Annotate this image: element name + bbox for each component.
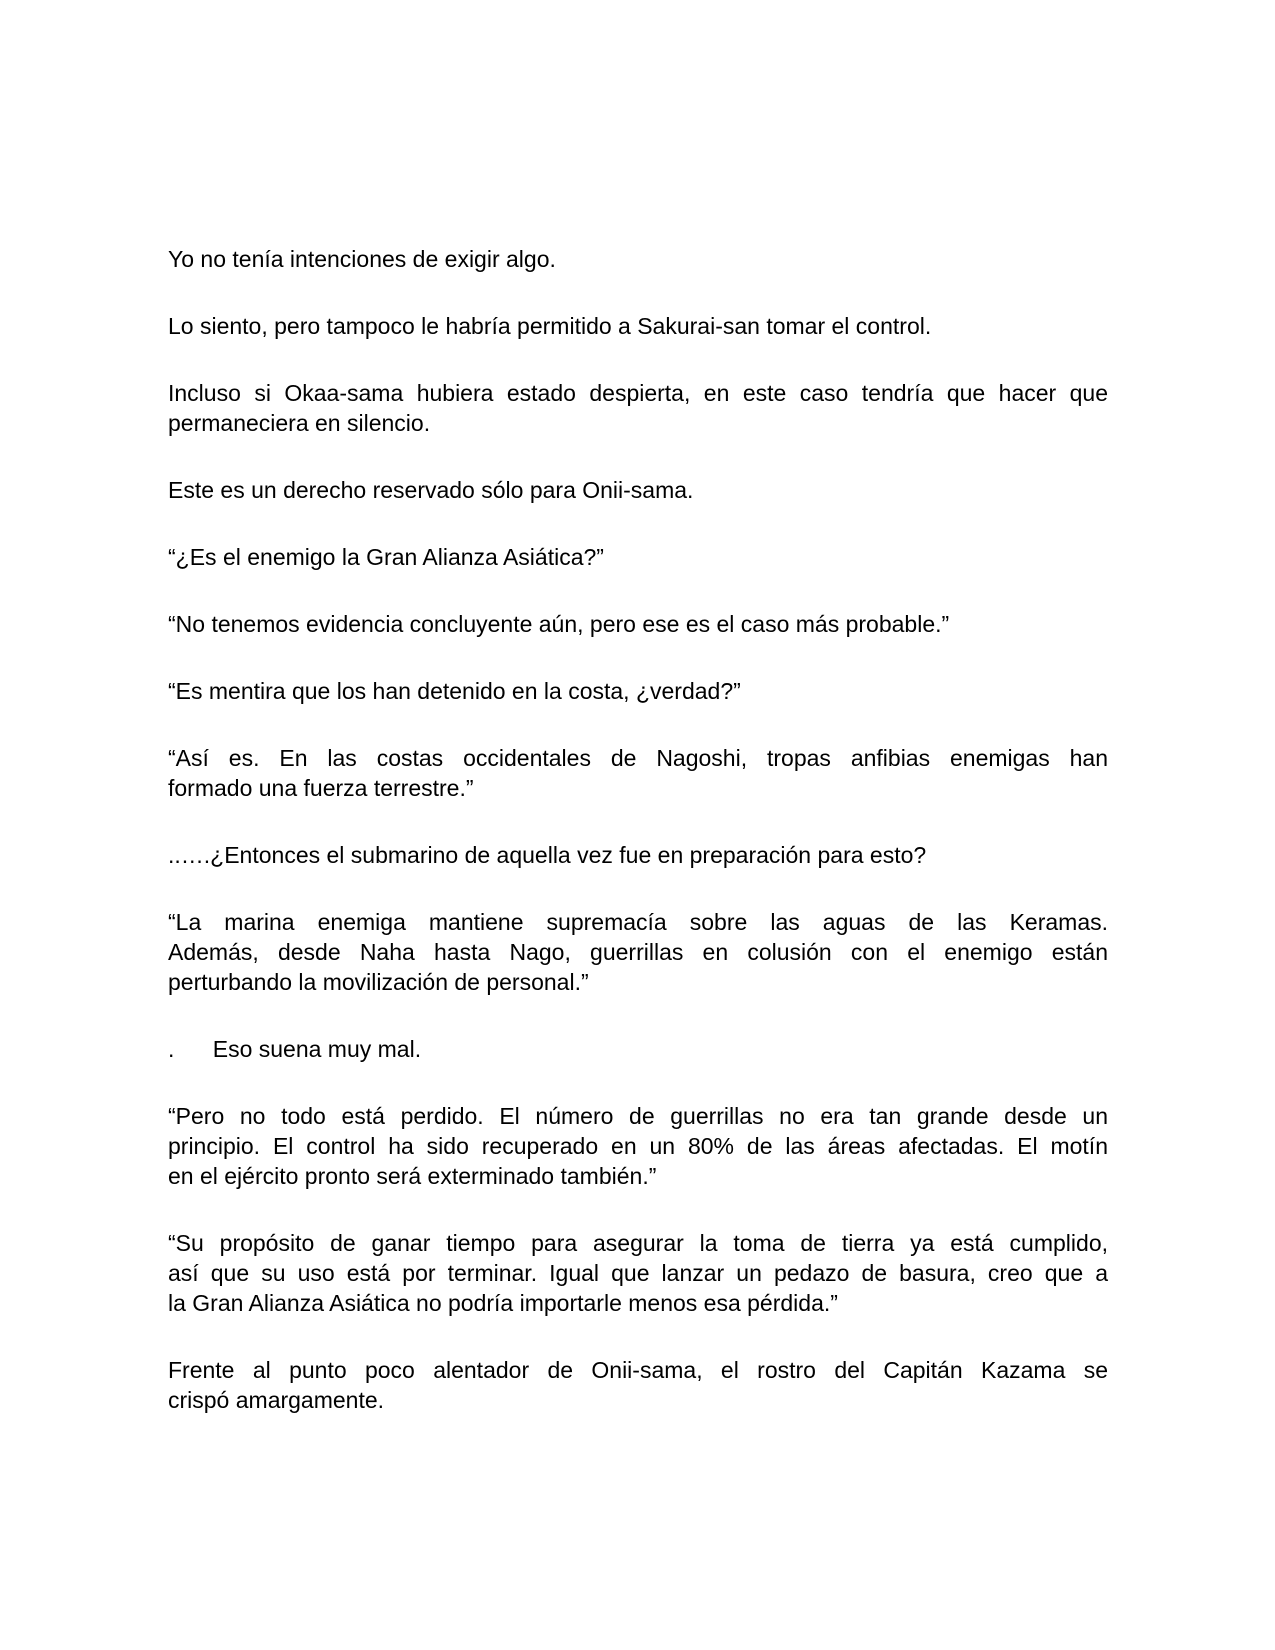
paragraph-line: en el ejército pronto será exterminado también.”: [168, 1163, 657, 1189]
paragraph-line: Este es un derecho reservado sólo para Onii-sama.: [168, 477, 694, 503]
paragraph-line: “¿Es el enemigo la Gran Alianza Asiática?”: [168, 544, 604, 570]
paragraph-line: . Eso suena muy mal.: [168, 1036, 422, 1062]
paragraph-line: permaneciera en silencio.: [168, 410, 431, 436]
paragraph-line: así que su uso está por terminar. Igual que lanzar un pedazo de basura, creo que a: [168, 1260, 1108, 1286]
paragraph: [168, 311, 1108, 341]
paragraph: [168, 1101, 1108, 1191]
paragraph-line: Lo siento, pero tampoco le habría permitido a Sakurai-san tomar el control.: [168, 313, 932, 339]
paragraph-line: ..….¿Entonces el submarino de aquella vez fue en preparación para esto?: [168, 842, 927, 868]
paragraph: [168, 1355, 1108, 1415]
paragraph: [168, 378, 1108, 438]
paragraph-line: Incluso si Okaa-sama hubiera estado despierta, en este caso tendría que hacer que: [168, 380, 1108, 406]
paragraph-line: “La marina enemiga mantiene supremacía sobre las aguas de las Keramas.: [168, 909, 1108, 935]
paragraph-line: perturbando la movilización de personal.”: [168, 969, 589, 995]
paragraph-line: “Es mentira que los han detenido en la costa, ¿verdad?”: [168, 678, 741, 704]
paragraph: [168, 542, 1108, 572]
paragraph: [168, 244, 1108, 274]
paragraph: [168, 676, 1108, 706]
paragraph: [168, 475, 1108, 505]
paragraph-line: “Pero no todo está perdido. El número de guerrillas no era tan grande desde un: [168, 1103, 1108, 1129]
paragraph: [168, 609, 1108, 639]
paragraph-line: Además, desde Naha hasta Nago, guerrillas en colusión con el enemigo están: [168, 939, 1108, 965]
paragraph-line: principio. El control ha sido recuperado en un 80% de las áreas afectadas. El motín: [168, 1133, 1108, 1159]
paragraph: [168, 1034, 1108, 1064]
paragraph-line: Yo no tenía intenciones de exigir algo.: [168, 246, 556, 272]
document-text-block: [168, 244, 1108, 1415]
paragraph-line: “Su propósito de ganar tiempo para asegurar la toma de tierra ya está cumplido,: [168, 1230, 1108, 1256]
paragraph-line: “No tenemos evidencia concluyente aún, pero ese es el caso más probable.”: [168, 611, 950, 637]
paragraph: [168, 743, 1108, 803]
paragraph-line: “Así es. En las costas occidentales de Nagoshi, tropas anfibias enemigas han: [168, 745, 1108, 771]
paragraph-line: crispó amargamente.: [168, 1387, 385, 1413]
paragraph-line: Frente al punto poco alentador de Onii-sama, el rostro del Capitán Kazama se: [168, 1357, 1108, 1383]
paragraph: [168, 840, 1108, 870]
paragraph-line: formado una fuerza terrestre.”: [168, 775, 474, 801]
paragraph: [168, 1228, 1108, 1318]
paragraph: [168, 907, 1108, 997]
paragraph-line: la Gran Alianza Asiática no podría importarle menos esa pérdida.”: [168, 1290, 838, 1316]
